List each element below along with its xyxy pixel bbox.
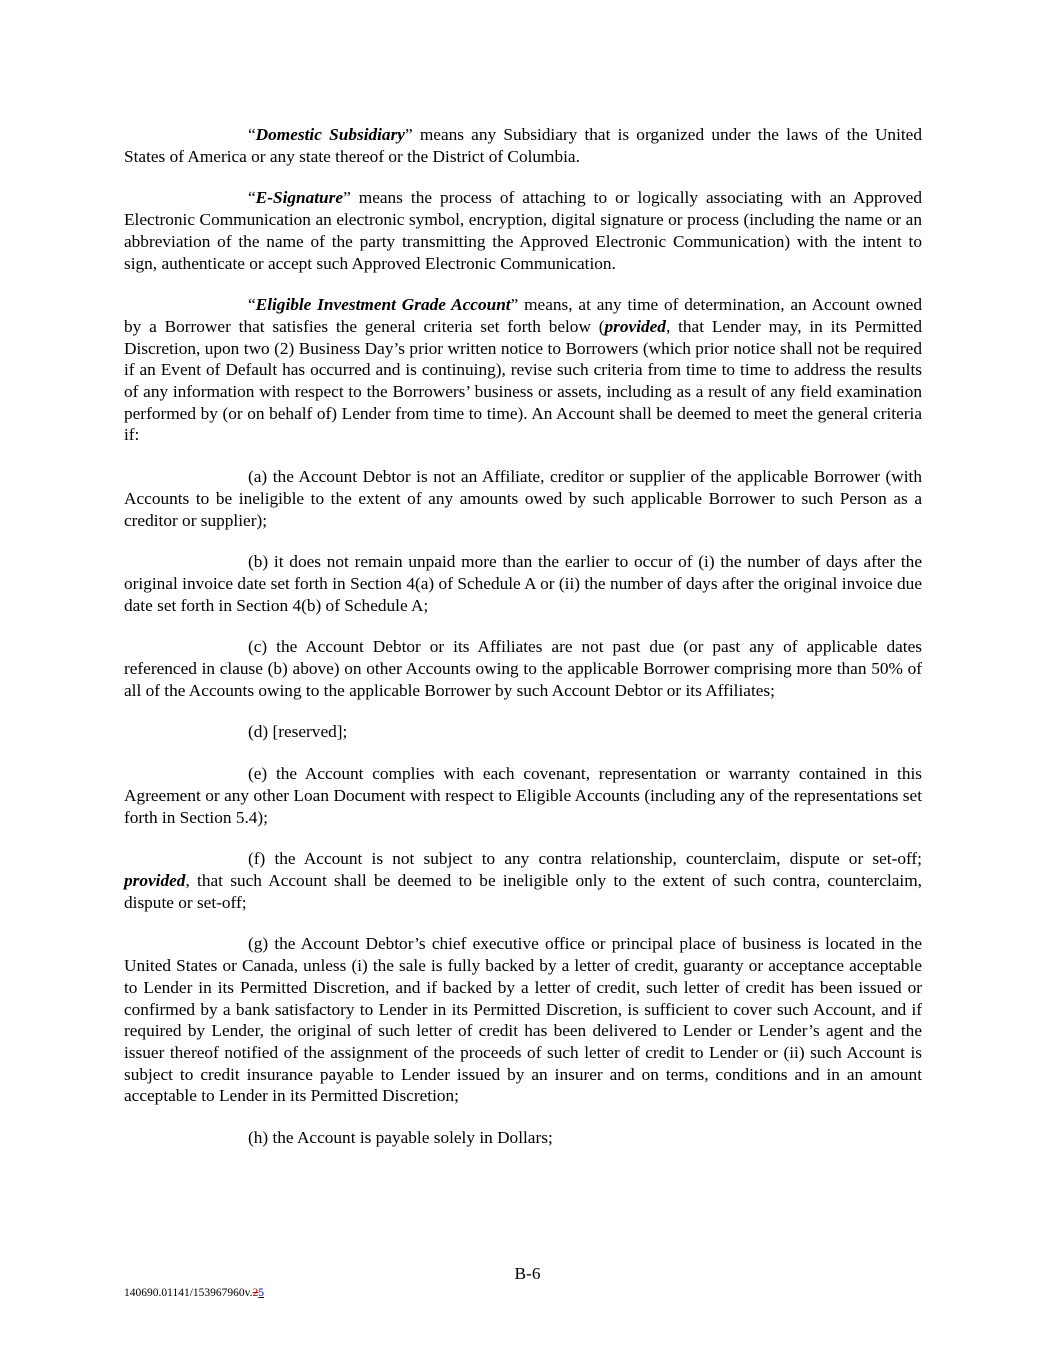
close-quote: ” [343, 188, 351, 208]
defined-term: E-Signature [255, 188, 344, 208]
clause-h: (h) the Account is payable solely in Dollars; [248, 1128, 553, 1148]
defined-term: Domestic Subsidiary [255, 125, 405, 144]
definition-domestic-subsidiary [124, 124, 922, 167]
open-quote: “ [248, 125, 256, 144]
definition-text: means, at any time of determination, an Account owned by a Borrower that satisfies the general criteria set forth below ( [124, 295, 922, 336]
clause-f [124, 848, 922, 913]
definition-text: means any Subsidiary that is organized under the laws of the United States of America or any state thereof or the District of Columbia. [124, 125, 922, 166]
open-quote: “ [248, 188, 256, 208]
deleted-version: 2 [252, 1287, 259, 1299]
defined-term: Eligible Investment Grade Account [255, 295, 511, 315]
close-quote: ” [510, 295, 519, 315]
clause-f-text-continued: , that such Account shall be deemed to be ineligible only to the extent of such contra, counterclaim, dispute or set-off; [124, 870, 922, 912]
definition-e-signature [124, 187, 922, 274]
document-body [124, 124, 922, 1169]
proviso-emphasis: provided [124, 870, 186, 890]
definition-text-continued: , that Lender may, in its Permitted Discretion, upon two (2) Business Day’s prior written notice to Borrowers (which prior notice shall not be required if an Event of Default has occurred and is continuing), revise such criteria from time to time to address the results of any information with respect to the Borrowers’ business or assets, including as a result of any field examination performed by (or on behalf of) Lender from time to time). An Account shall be deemed to meet the general criteria if: [124, 316, 922, 445]
clause-d: (d) [reserved]; [248, 722, 348, 742]
clause-a: (a) the Account Debtor is not an Affiliate, creditor or supplier of the applicable Borrower (with Accounts to be ineligible to the extent of any amounts owed by such applicable Borrower to such Person as a creditor or supplier); [124, 467, 922, 530]
open-quote: “ [248, 295, 256, 315]
definition-eligible-investment-grade-account [124, 294, 922, 446]
proviso-emphasis: provided [604, 316, 666, 336]
inserted-version: 5 [258, 1287, 265, 1299]
clause-f-text: (f) the Account is not subject to any contra relationship, counterclaim, dispute or set-off; [248, 849, 922, 869]
clause-b: (b) it does not remain unpaid more than the earlier to occur of (i) the number of days after the original invoice date set forth in Section 4(a) of Schedule A or (ii) the number of days after the original invoice due date set forth in Section 4(b) of Schedule A; [124, 552, 922, 615]
clause-c: (c) the Account Debtor or its Affiliates are not past due (or past any of applicable dates referenced in clause (b) above) on other Accounts owing to the applicable Borrower comprising more than 50% of all of the Accounts owing to the applicable Borrower by such Account Debtor or its Affiliates; [124, 637, 922, 700]
page-number: B-6 [514, 1264, 541, 1283]
definition-text: means the process of attaching to or logically associating with an Approved Electronic Communication an electronic symbol, encryption, digital signature or process (including the name or an abbreviation of the name of the party transmitting the Approved Electronic Communication) with the intent to sign, authenticate or accept such Approved Electronic Communication. [124, 188, 922, 273]
document-id-prefix: 140690.01141/153967960v. [124, 1287, 253, 1299]
clause-e: (e) the Account complies with each covenant, representation or warranty contained in this Agreement or any other Loan Document with respect to Eligible Accounts (including any of the representations set forth in Section 5.4); [124, 764, 922, 827]
close-quote: ” [404, 125, 413, 144]
document-id [124, 1287, 264, 1299]
clause-g: (g) the Account Debtor’s chief executive office or principal place of business is located in the United States or Canada, unless (i) the sale is fully backed by a letter of credit, guaranty or acceptance acceptable to Lender in its Permitted Discretion, and if backed by a letter of credit, such letter of credit has been issued or confirmed by a bank satisfactory to Lender in its Permitted Discretion, is sufficient to cover such Account, and if required by Lender, the original of such letter of credit has been delivered to Lender or Lender’s agent and the issuer thereof notified of the assignment of the proceeds of such letter of credit to Lender or (ii) such Account is subject to credit insurance payable to Lender issued by an insurer and on terms, conditions and in an amount acceptable to Lender in its Permitted Discretion; [124, 934, 922, 1106]
